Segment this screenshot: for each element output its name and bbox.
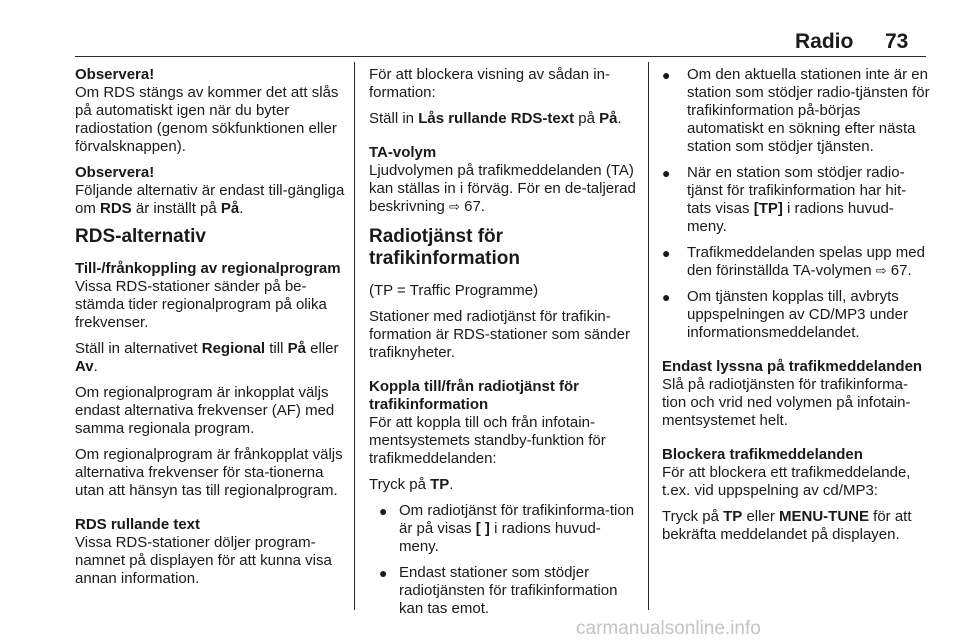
subsection-title: TA-volym <box>369 144 437 161</box>
paragraph: Tryck på TP. <box>369 476 454 493</box>
page-number: 73 <box>885 30 909 53</box>
paragraph: Om regionalprogram är inkopplat väljs endast alternativa frekvenser (AF) med samma regionala program. <box>75 384 335 437</box>
paragraph: (TP = Traffic Programme) <box>369 282 539 299</box>
subsection-title: Koppla till/från radiotjänst för trafikinformation <box>369 378 580 413</box>
page-reference-arrow-icon: ⇨ <box>449 199 460 214</box>
bullet-icon: ● <box>662 165 671 181</box>
chapter-title: Radio <box>795 30 854 53</box>
note-box <box>75 66 347 156</box>
paragraph: Stationer med radiotjänst för trafikin-formation är RDS-stationer som sänder trafiknyheter. <box>369 308 630 361</box>
subsection-title: Till-/frånkoppling av regionalprogram <box>75 260 341 277</box>
note-title: Observera! <box>75 164 155 181</box>
note-text: Om RDS stängs av kommer det att slås på automatiskt igen när du byter radiostation (genom sökfunktionen eller förvalsknappen). <box>75 84 339 155</box>
paragraph: För att blockera ett trafikmeddelande, t.ex. vid uppspelning av cd/MP3: <box>662 464 911 499</box>
paragraph: Slå på radiotjänsten för trafikinforma-tion och vrid ned volymen på infotain-mentsystemet helt. <box>662 376 911 429</box>
column-3 <box>662 66 930 552</box>
column-divider <box>648 62 649 610</box>
bullet-list <box>662 66 930 342</box>
list-item: ● När en station som stödjer radio-tjänst för trafikinformation har hit-tats visas [TP] i radions huvud-meny. <box>662 164 907 235</box>
watermark-text: carmanualsonline.info <box>576 618 761 639</box>
note-text: Följande alternativ är endast till-gängliga om RDS är inställt på På. <box>75 182 345 217</box>
paragraph: Ställ in Lås rullande RDS-text på På. <box>369 110 622 127</box>
paragraph: Ställ in alternativet Regional till På eller Av. <box>75 340 339 375</box>
subsection-title: RDS rullande text <box>75 516 201 533</box>
bullet-icon: ● <box>379 565 388 581</box>
section-title: RDS-alternativ <box>75 226 206 247</box>
paragraph: Vissa RDS-stationer sänder på be-stämda tider regionalprogram på olika frekvenser. <box>75 278 327 331</box>
note-box <box>75 164 347 218</box>
paragraph: För att koppla till och från infotain-mentsystemets standby-funktion för trafikmeddelanden: <box>369 414 606 467</box>
subsection-title: Endast lyssna på trafikmeddelanden <box>662 358 923 375</box>
bullet-list <box>369 502 637 618</box>
column-1 <box>75 66 347 596</box>
list-item: ● Om den aktuella stationen inte är en station som stödjer radio-tjänsten för trafikinformation på-börjas automatiskt en sökning efter nästa station som stödjer tjänsten. <box>662 66 930 155</box>
note-title: Observera! <box>75 66 155 83</box>
bullet-icon: ● <box>662 245 671 261</box>
list-item: ● Om radiotjänst för trafikinforma-tion är på visas [ ] i radions huvud-meny. <box>379 502 635 555</box>
paragraph: Vissa RDS-stationer döljer program-namnet på displayen för att kunna visa annan information. <box>75 534 332 587</box>
page-reference-link[interactable]: 67. <box>890 262 912 279</box>
column-divider <box>354 62 355 610</box>
column-2 <box>369 66 637 626</box>
paragraph: Tryck på TP eller MENU-TUNE för att bekräfta meddelandet på displayen. <box>662 508 912 543</box>
bullet-icon: ● <box>379 503 388 519</box>
paragraph: För att blockera visning av sådan in-formation: <box>369 66 610 101</box>
page-reference-link[interactable]: 67. <box>464 198 485 215</box>
section-title: Radiotjänst för trafikinformation <box>369 226 520 269</box>
paragraph: Ljudvolymen på trafikmeddelanden (TA) kan ställas in i förväg. För en de-taljerad beskrivning ⇨ 67. <box>369 162 636 215</box>
header-rule <box>75 56 926 57</box>
list-item: ● Om tjänsten kopplas till, avbryts uppspelningen av CD/MP3 under informationsmeddelandet. <box>662 288 908 341</box>
page-header <box>0 0 960 56</box>
bullet-icon: ● <box>662 67 671 83</box>
list-item: ● Trafikmeddelanden spelas upp med den förinställda TA-volymen ⇨ 67. <box>662 244 925 279</box>
page-reference-arrow-icon: ⇨ <box>875 263 887 278</box>
paragraph: Om regionalprogram är frånkopplat väljs alternativa frekvenser för sta-tionerna utan att hänsyn tas till regionalprogram. <box>75 446 343 499</box>
subsection-title: Blockera trafikmeddelanden <box>662 446 863 463</box>
list-item: ● Endast stationer som stödjer radiotjänsten för trafikinformation kan tas emot. <box>379 564 618 617</box>
bullet-icon: ● <box>662 289 671 305</box>
